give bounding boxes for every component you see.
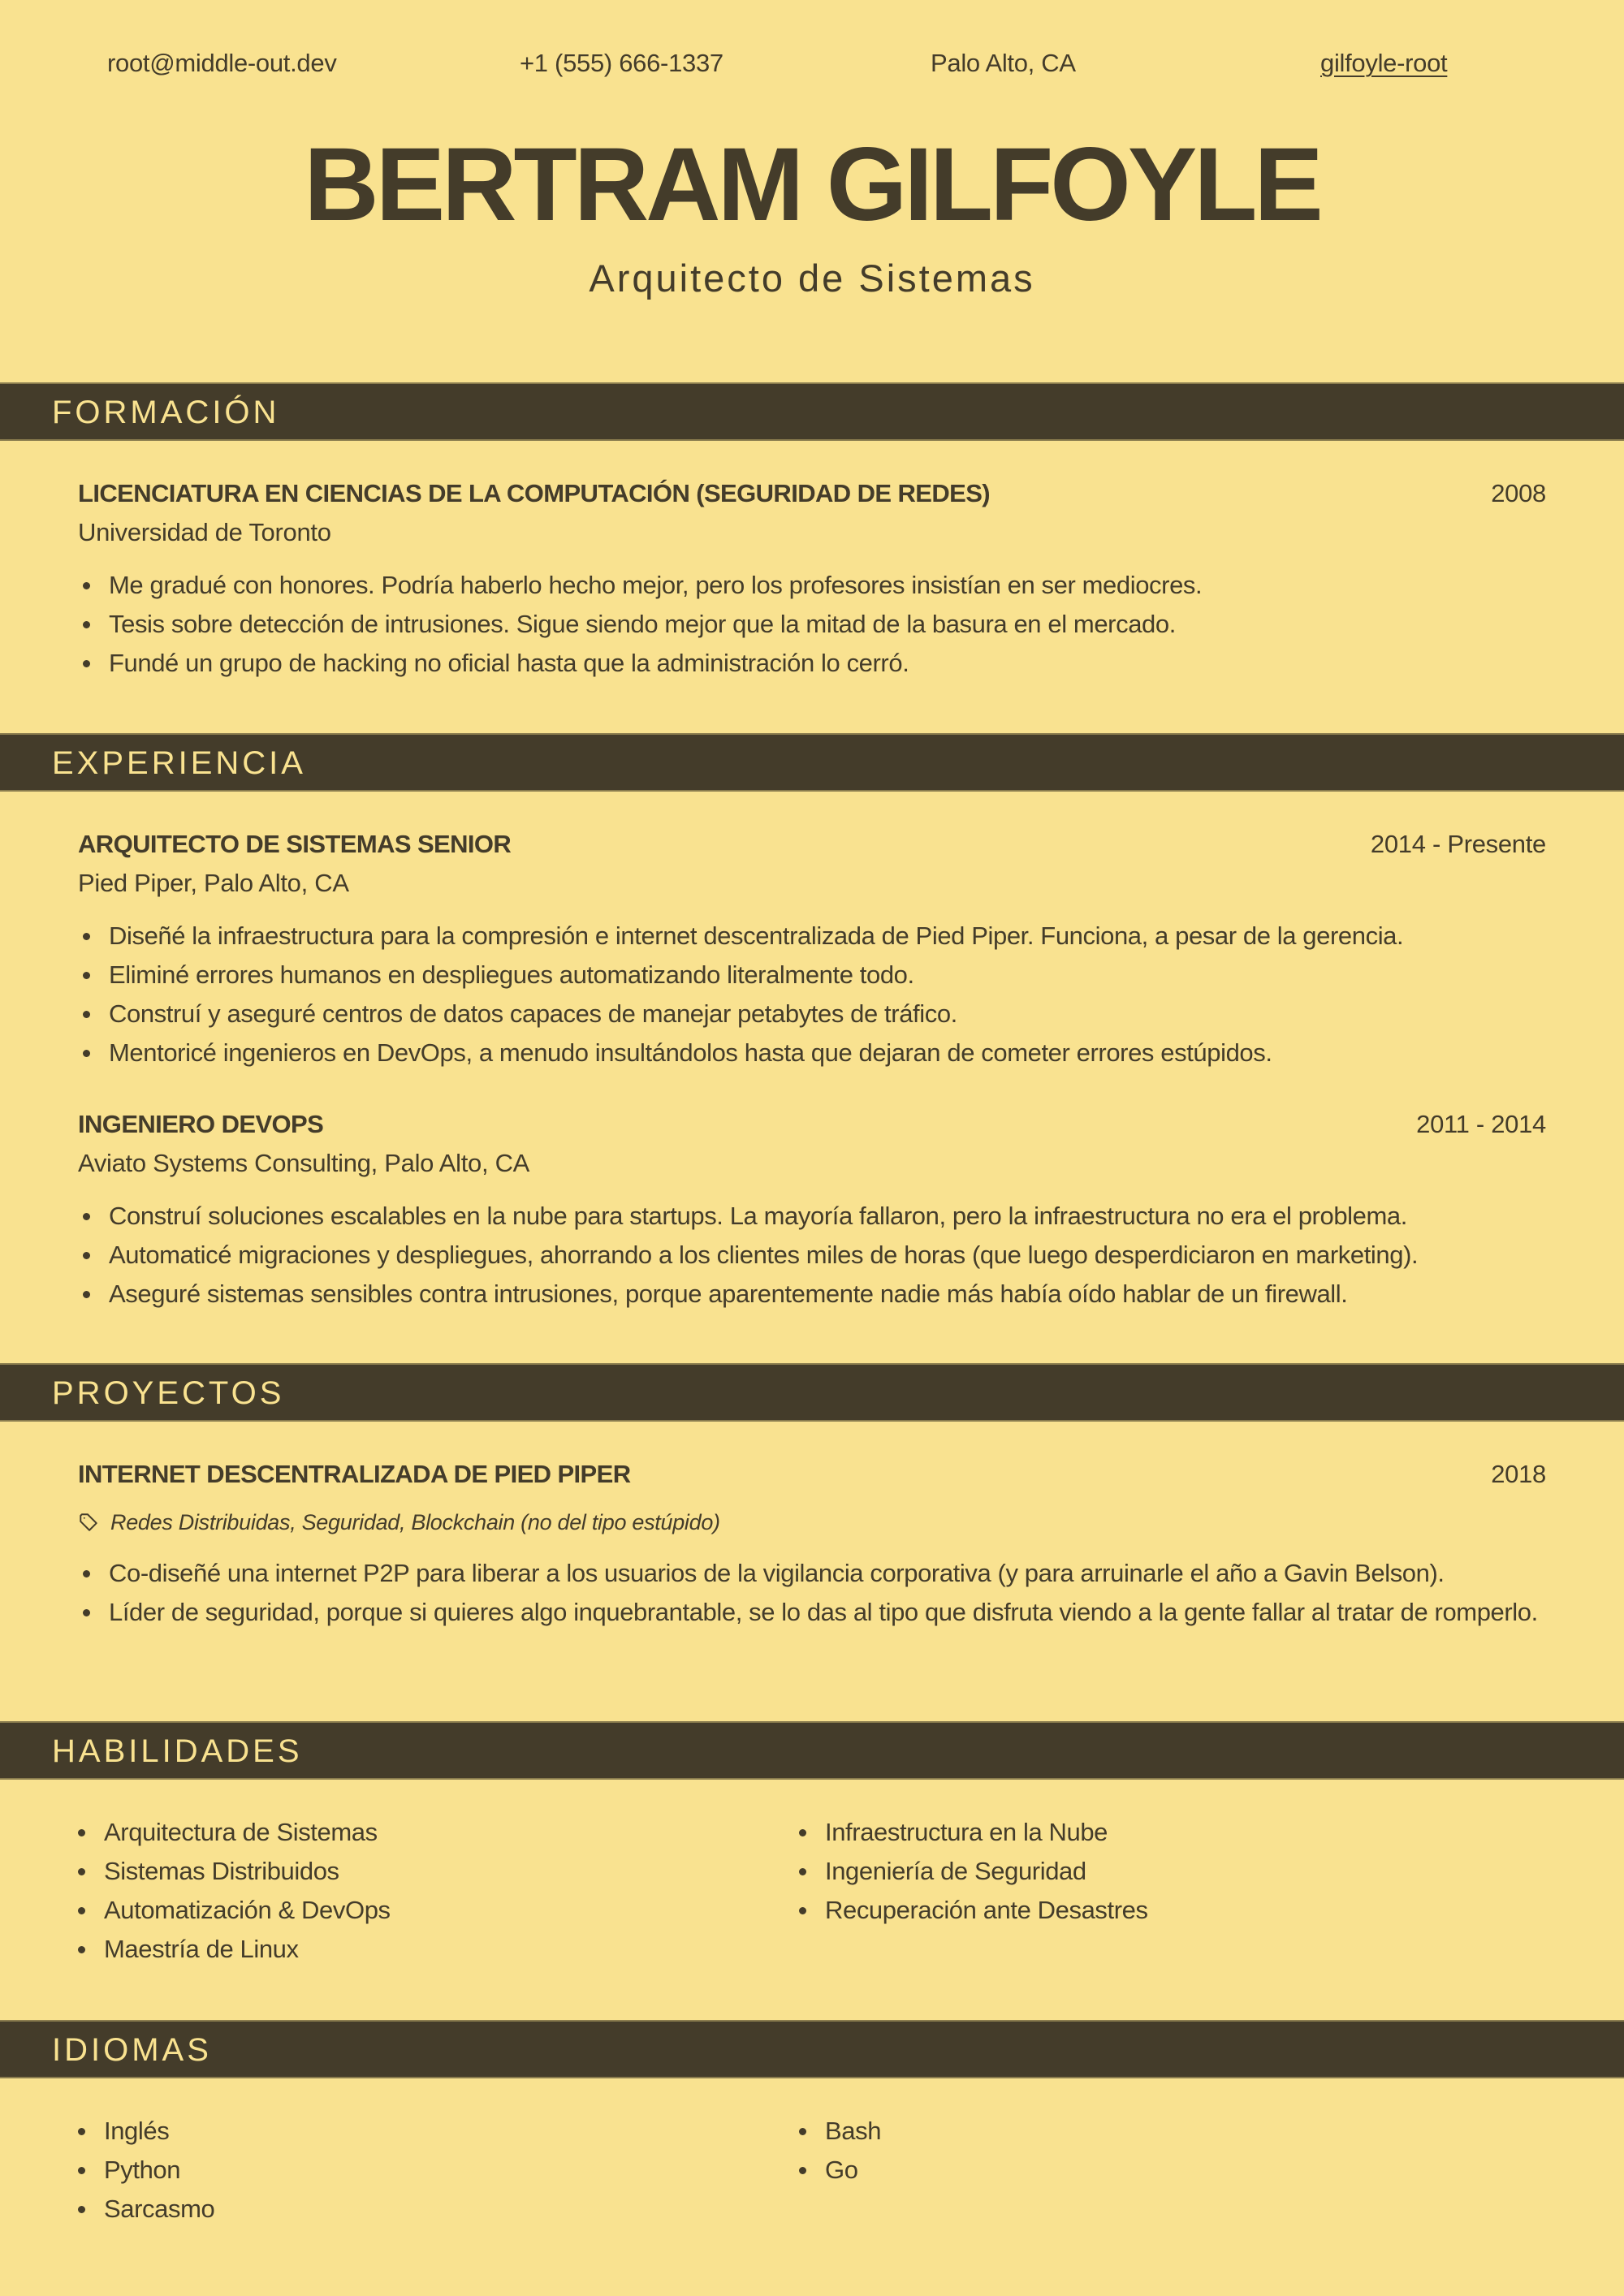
skill-item: Ingeniería de Seguridad (799, 1852, 1148, 1891)
section-header-education (0, 382, 1624, 441)
job-title: INGENIERO DEVOPS (78, 1110, 324, 1138)
job-date: 2011 - 2014 (1416, 1110, 1546, 1138)
experience-entry-header (78, 1108, 1546, 1141)
job-title: ARQUITECTO DE SISTEMAS SENIOR (78, 830, 512, 858)
candidate-name: BERTRAM GILFOYLE (304, 127, 1320, 243)
section-header-experience (0, 733, 1624, 792)
skill-item: Automatización & DevOps (78, 1891, 391, 1930)
section-title: FORMACIÓN (52, 395, 280, 430)
company: Aviato Systems Consulting, Palo Alto, CA (78, 1149, 530, 1177)
list-item: Aseguré sistemas sensibles contra intrusiones, porque aparentemente nadie más había oído hablar de un firewall. (78, 1275, 1556, 1314)
list-item: Automaticé migraciones y despliegues, ahorrando a los clientes miles de horas (que luego desperdiciaron en marketing). (78, 1236, 1556, 1275)
skill-item: Maestría de Linux (78, 1930, 391, 1969)
section-title: HABILIDADES (52, 1733, 303, 1769)
candidate-title: Arquitecto de Sistemas (589, 257, 1035, 300)
project-date: 2018 (1491, 1460, 1546, 1488)
list-item: Construí soluciones escalables en la nube para startups. La mayoría fallaron, pero la infraestructura no era el problema. (78, 1197, 1556, 1236)
language-item: Go (799, 2151, 881, 2190)
skill-item: Sistemas Distribuidos (78, 1852, 391, 1891)
section-title: PROYECTOS (52, 1375, 285, 1411)
list-item: Líder de seguridad, porque si quieres algo inquebrantable, se lo das al tipo que disfruta viendo a la gente fallar al tratar de romperlo. (78, 1593, 1556, 1632)
section-header-skills (0, 1721, 1624, 1780)
degree-title: LICENCIATURA EN CIENCIAS DE LA COMPUTACIÓN (SEGURIDAD DE REDES) (78, 479, 991, 507)
skills-list-right (799, 1813, 1148, 1930)
tag-icon (78, 1512, 99, 1533)
languages-list-left (78, 2112, 214, 2229)
education-date: 2008 (1491, 479, 1546, 507)
education-entry-header (78, 477, 1546, 510)
contact-location: Palo Alto, CA (931, 49, 1076, 77)
company: Pied Piper, Palo Alto, CA (78, 869, 349, 897)
list-item: Mentoricé ingenieros en DevOps, a menudo insultándolos hasta que dejaran de cometer errores estúpidos. (78, 1034, 1556, 1072)
project-tags-text: Redes Distribuidas, Seguridad, Blockchain (no del tipo estúpido) (110, 1510, 720, 1534)
project-title: INTERNET DESCENTRALIZADA DE PIED PIPER (78, 1460, 631, 1488)
list-item: Co-diseñé una internet P2P para liberar a los usuarios de la vigilancia corporativa (y para arruinarle el año a Gavin Belson). (78, 1554, 1556, 1593)
contact-profile-link[interactable]: gilfoyle-root (1320, 49, 1448, 77)
skill-item: Infraestructura en la Nube (799, 1813, 1148, 1852)
section-title: IDIOMAS (52, 2032, 212, 2068)
project-tags (78, 1508, 720, 1537)
skills-list-left (78, 1813, 391, 1969)
list-item: Fundé un grupo de hacking no oficial hasta que la administración lo cerró. (78, 644, 1556, 683)
job-date: 2014 - Presente (1370, 830, 1546, 858)
experience-bullets (78, 1197, 1556, 1314)
skill-item: Arquitectura de Sistemas (78, 1813, 391, 1852)
list-item: Construí y aseguré centros de datos capaces de manejar petabytes de tráfico. (78, 995, 1556, 1034)
experience-bullets (78, 917, 1556, 1072)
education-bullets (78, 566, 1556, 683)
section-title: EXPERIENCIA (52, 745, 306, 781)
section-header-projects (0, 1363, 1624, 1422)
experience-entry-header (78, 828, 1546, 861)
language-item: Python (78, 2151, 214, 2190)
institution: Universidad de Toronto (78, 518, 331, 546)
language-item: Bash (799, 2112, 881, 2151)
section-header-languages (0, 2020, 1624, 2078)
project-entry-header (78, 1458, 1546, 1491)
list-item: Eliminé errores humanos en despliegues automatizando literalmente todo. (78, 956, 1556, 995)
languages-list-right (799, 2112, 881, 2190)
contact-phone[interactable]: +1 (555) 666-1337 (520, 49, 723, 77)
list-item: Diseñé la infraestructura para la compresión e internet descentralizada de Pied Piper. Funciona, a pesar de la gerencia. (78, 917, 1556, 956)
skill-item: Recuperación ante Desastres (799, 1891, 1148, 1930)
language-item: Sarcasmo (78, 2190, 214, 2229)
contact-bar (0, 49, 1624, 83)
language-item: Inglés (78, 2112, 214, 2151)
project-bullets (78, 1554, 1556, 1632)
list-item: Tesis sobre detección de intrusiones. Sigue siendo mejor que la mitad de la basura en el mercado. (78, 605, 1556, 644)
contact-email[interactable]: root@middle-out.dev (107, 49, 337, 77)
list-item: Me gradué con honores. Podría haberlo hecho mejor, pero los profesores insistían en ser mediocres. (78, 566, 1556, 605)
